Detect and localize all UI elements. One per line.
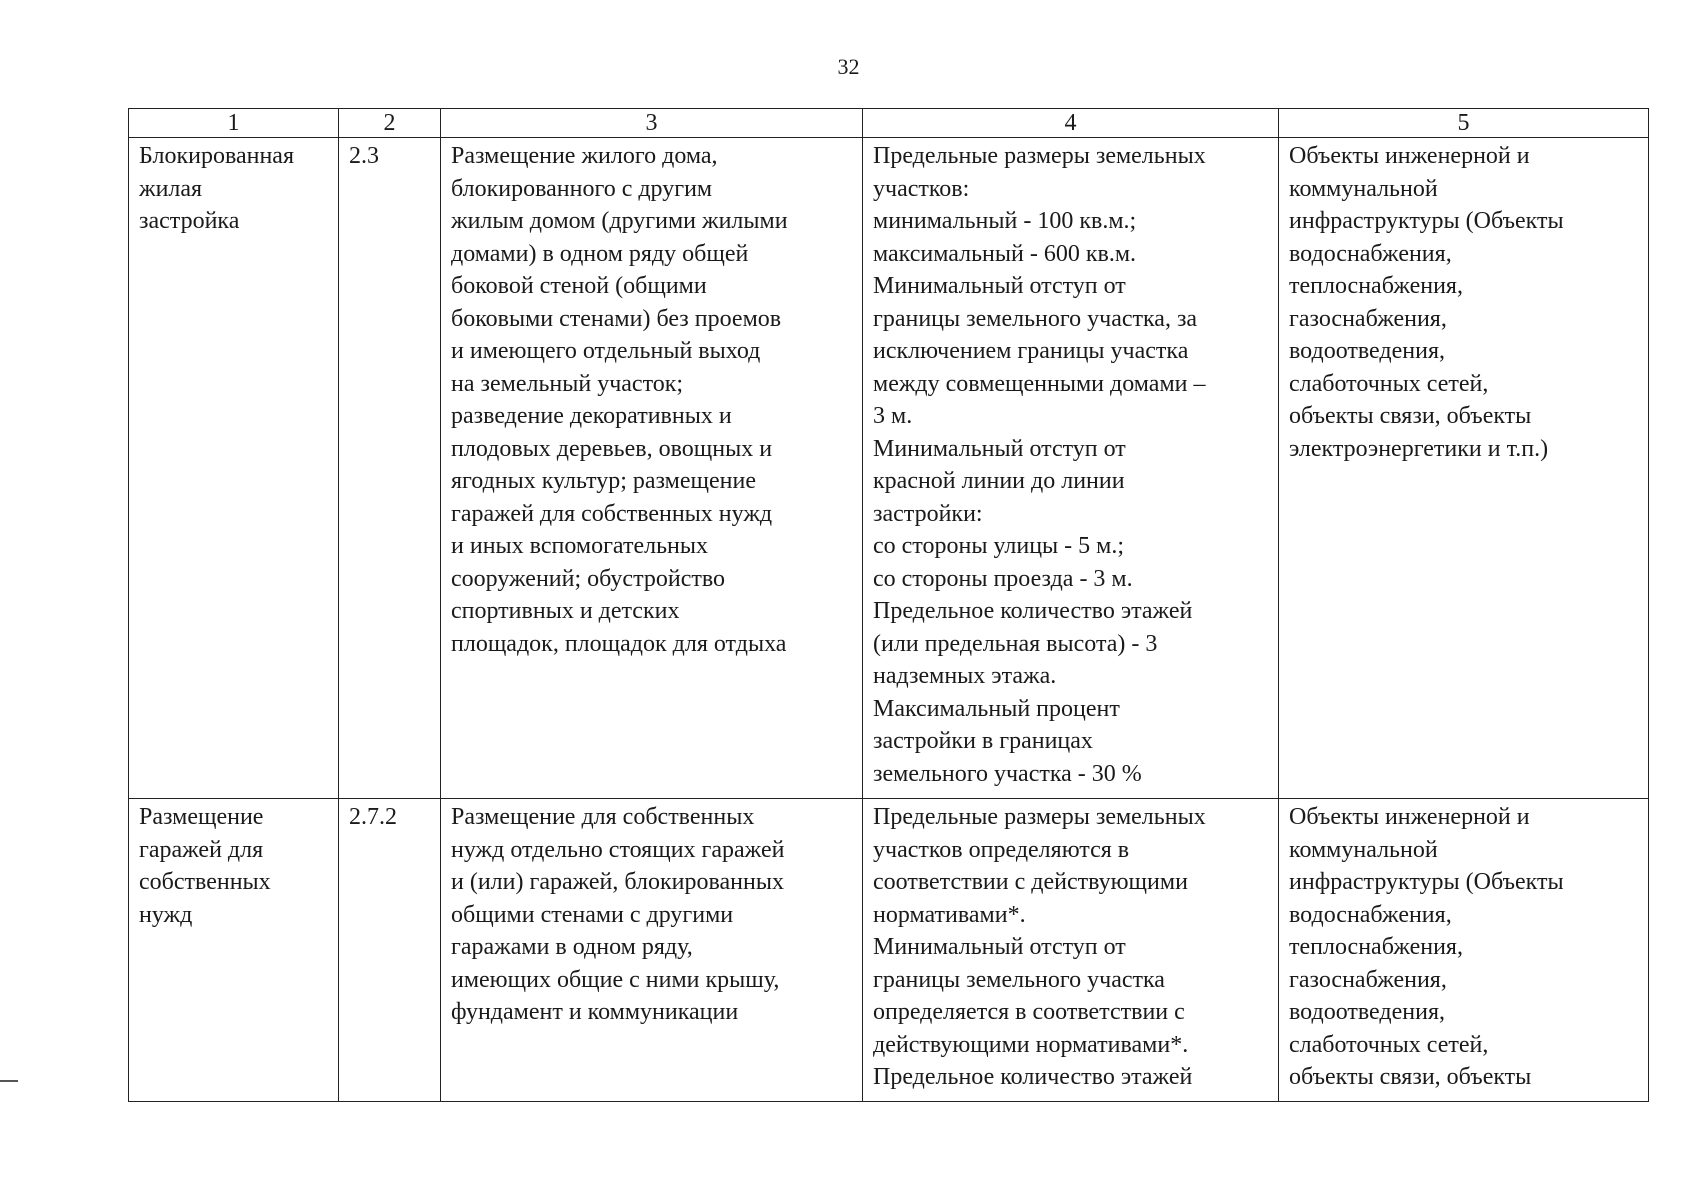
use-type-facilities: Объекты инженерной и коммунальной инфраструктуры (Объекты водоснабжения, теплоснабжения, газоснабжения, водоотведения, слаботочных сетей, объекты связи, объекты	[1279, 799, 1649, 1102]
column-header: 2	[339, 109, 441, 138]
land-use-table	[128, 108, 1649, 1102]
table-header-row	[129, 109, 1649, 138]
column-header: 1	[129, 109, 339, 138]
use-type-parameters: Предельные размеры земельных участков определяются в соответствии с действующими нормативами*. Минимальный отступ от границы земельного участка определяется в соответствии с действующими нормативами*. Предельное количество этажей	[863, 799, 1279, 1102]
page-number: 32	[837, 54, 860, 79]
use-type-description: Размещение для собственных нужд отдельно стоящих гаражей и (или) гаражей, блокированных общими стенами с другими гаражами в одном ряду, имеющих общие с ними крышу, фундамент и коммуникации	[441, 799, 863, 1102]
column-header: 3	[441, 109, 863, 138]
table-row	[129, 138, 1649, 799]
use-type-code: 2.3	[339, 138, 441, 799]
use-type-code: 2.7.2	[339, 799, 441, 1102]
table-row	[129, 799, 1649, 1102]
use-type-name: Размещение гаражей для собственных нужд	[129, 799, 339, 1102]
use-type-facilities: Объекты инженерной и коммунальной инфраструктуры (Объекты водоснабжения, теплоснабжения, газоснабжения, водоотведения, слаботочных сетей, объекты связи, объекты электроэнергетики и т.п.)	[1279, 138, 1649, 799]
column-header: 5	[1279, 109, 1649, 138]
use-type-name: Блокированная жилая застройка	[129, 138, 339, 799]
scan-edge-mark	[0, 1080, 18, 1082]
use-type-parameters: Предельные размеры земельных участков: минимальный - 100 кв.м.; максимальный - 600 кв.м. Минимальный отступ от границы земельного участка, за исключением границы участка между совмещенными домами – 3 м. Минимальный отступ от красной линии до линии застройки: со стороны улицы - 5 м.; со стороны проезда - 3 м. Предельное количество этажей (или предельная высота) - 3 надземных этажа. Максимальный процент застройки в границах земельного участка - 30 %	[863, 138, 1279, 799]
use-type-description: Размещение жилого дома, блокированного с другим жилым домом (другими жилыми домами) в одном ряду общей боковой стеной (общими боковыми стенами) без проемов и имеющего отдельный выход на земельный участок; разведение декоративных и плодовых деревьев, овощных и ягодных культур; размещение гаражей для собственных нужд и иных вспомогательных сооружений; обустройство спортивных и детских площадок, площадок для отдыха	[441, 138, 863, 799]
column-header: 4	[863, 109, 1279, 138]
